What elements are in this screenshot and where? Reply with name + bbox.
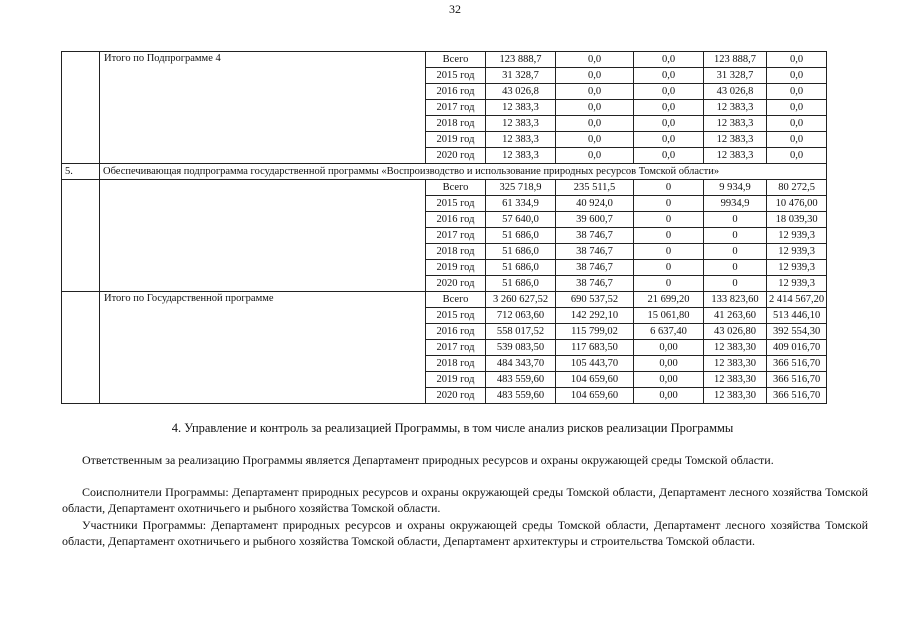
value-cell: 105 443,70: [556, 356, 634, 372]
value-cell: 38 746,7: [556, 244, 634, 260]
period-cell: 2019 год: [426, 260, 486, 276]
value-cell: 9934,9: [704, 196, 767, 212]
value-cell: 513 446,10: [767, 308, 827, 324]
value-cell: 0,0: [634, 132, 704, 148]
value-cell: 0: [634, 244, 704, 260]
value-cell: 0: [704, 212, 767, 228]
value-cell: 12 383,30: [704, 372, 767, 388]
value-cell: 12 383,3: [704, 148, 767, 164]
value-cell: 51 686,0: [486, 228, 556, 244]
value-cell: 0,00: [634, 388, 704, 404]
value-cell: 43 026,8: [704, 84, 767, 100]
value-cell: 12 383,3: [486, 132, 556, 148]
value-cell: 0,0: [634, 84, 704, 100]
value-cell: 539 083,50: [486, 340, 556, 356]
paragraph-text: Соисполнители Программы: Департамент природных ресурсов и охраны окружающей среды Томской области, Департамент лесного хозяйства Томской области, Департамент охотничьего и рыбного хозяйства Томской области.: [62, 485, 868, 515]
row-label-cell: Итого по Государственной программе: [100, 292, 426, 404]
value-cell: 0,0: [634, 100, 704, 116]
value-cell: 235 511,5: [556, 180, 634, 196]
value-cell: 0: [634, 276, 704, 292]
value-cell: 483 559,60: [486, 388, 556, 404]
number-cell: [62, 52, 100, 164]
section-title: Обеспечивающая подпрограмма государственной программы «Воспроизводство и использование природных ресурсов Томской области»: [100, 164, 827, 180]
value-cell: 12 939,3: [767, 228, 827, 244]
value-cell: 409 016,70: [767, 340, 827, 356]
number-cell: [62, 292, 100, 404]
period-cell: Всего: [426, 292, 486, 308]
value-cell: 0,0: [556, 132, 634, 148]
period-cell: 2016 год: [426, 212, 486, 228]
value-cell: 41 263,60: [704, 308, 767, 324]
period-cell: 2020 год: [426, 276, 486, 292]
value-cell: 392 554,30: [767, 324, 827, 340]
period-cell: 2019 год: [426, 132, 486, 148]
value-cell: 123 888,7: [486, 52, 556, 68]
value-cell: 12 383,30: [704, 388, 767, 404]
value-cell: 0: [634, 212, 704, 228]
value-cell: 690 537,52: [556, 292, 634, 308]
value-cell: 0,0: [634, 116, 704, 132]
value-cell: 0,0: [634, 148, 704, 164]
value-cell: 57 640,0: [486, 212, 556, 228]
value-cell: 12 383,3: [704, 100, 767, 116]
table-row: [62, 180, 827, 196]
value-cell: 117 683,50: [556, 340, 634, 356]
period-cell: 2015 год: [426, 308, 486, 324]
value-cell: 12 939,3: [767, 260, 827, 276]
value-cell: 0,0: [556, 148, 634, 164]
value-cell: 0,0: [767, 132, 827, 148]
value-cell: 712 063,60: [486, 308, 556, 324]
period-cell: 2017 год: [426, 100, 486, 116]
value-cell: 21 699,20: [634, 292, 704, 308]
value-cell: 43 026,80: [704, 324, 767, 340]
value-cell: 38 746,7: [556, 276, 634, 292]
value-cell: 12 383,3: [704, 116, 767, 132]
value-cell: 366 516,70: [767, 356, 827, 372]
value-cell: 0: [634, 196, 704, 212]
value-cell: 12 383,3: [486, 100, 556, 116]
value-cell: 0: [704, 244, 767, 260]
value-cell: 12 383,30: [704, 356, 767, 372]
value-cell: 40 924,0: [556, 196, 634, 212]
value-cell: 0,0: [556, 116, 634, 132]
value-cell: 9 934,9: [704, 180, 767, 196]
value-cell: 12 939,3: [767, 244, 827, 260]
value-cell: 38 746,7: [556, 228, 634, 244]
value-cell: 133 823,60: [704, 292, 767, 308]
period-cell: 2016 год: [426, 324, 486, 340]
period-cell: 2019 год: [426, 372, 486, 388]
row-label-cell: [100, 180, 426, 292]
value-cell: 80 272,5: [767, 180, 827, 196]
paragraph-coexecutors: [62, 485, 868, 516]
value-cell: 51 686,0: [486, 276, 556, 292]
value-cell: 366 516,70: [767, 388, 827, 404]
period-cell: 2018 год: [426, 244, 486, 260]
value-cell: 0,00: [634, 356, 704, 372]
period-cell: 2015 год: [426, 196, 486, 212]
paragraph-responsible: [62, 453, 868, 469]
period-cell: 2018 год: [426, 116, 486, 132]
period-cell: 2020 год: [426, 148, 486, 164]
period-cell: 2017 год: [426, 228, 486, 244]
value-cell: 0,0: [556, 52, 634, 68]
value-cell: 366 516,70: [767, 372, 827, 388]
paragraph-participants: [62, 518, 868, 549]
section-heading: 4. Управление и контроль за реализацией Программы, в том числе анализ рисков реализации Программы: [171, 421, 734, 435]
paragraph-text: Ответственным за реализацию Программы является Департамент природных ресурсов и охраны окружающей среды Томской области.: [82, 453, 774, 467]
value-cell: 104 659,60: [556, 388, 634, 404]
section-row: [62, 164, 827, 180]
period-cell: 2016 год: [426, 84, 486, 100]
value-cell: 0,0: [767, 100, 827, 116]
value-cell: 38 746,7: [556, 260, 634, 276]
value-cell: 0,0: [556, 68, 634, 84]
table-row: [62, 52, 827, 68]
value-cell: 0,0: [767, 52, 827, 68]
value-cell: 0: [704, 276, 767, 292]
value-cell: 12 383,3: [486, 148, 556, 164]
period-cell: 2020 год: [426, 388, 486, 404]
value-cell: 15 061,80: [634, 308, 704, 324]
value-cell: 0,00: [634, 372, 704, 388]
value-cell: 0: [634, 228, 704, 244]
number-cell: [62, 180, 100, 292]
value-cell: 0: [634, 180, 704, 196]
value-cell: 0,0: [556, 84, 634, 100]
value-cell: 2 414 567,20: [767, 292, 827, 308]
value-cell: 115 799,02: [556, 324, 634, 340]
value-cell: 39 600,7: [556, 212, 634, 228]
value-cell: 10 476,00: [767, 196, 827, 212]
value-cell: 6 637,40: [634, 324, 704, 340]
value-cell: 0,0: [767, 116, 827, 132]
value-cell: 12 383,3: [704, 132, 767, 148]
value-cell: 325 718,9: [486, 180, 556, 196]
value-cell: 31 328,7: [486, 68, 556, 84]
value-cell: 0,0: [634, 68, 704, 84]
value-cell: 0: [634, 260, 704, 276]
table-row: [62, 292, 827, 308]
value-cell: 12 383,3: [486, 116, 556, 132]
value-cell: 0,0: [767, 148, 827, 164]
period-cell: Всего: [426, 180, 486, 196]
value-cell: 0: [704, 260, 767, 276]
value-cell: 0,0: [767, 68, 827, 84]
value-cell: 558 017,52: [486, 324, 556, 340]
financing-table: [61, 51, 827, 404]
value-cell: 0: [704, 228, 767, 244]
value-cell: 51 686,0: [486, 244, 556, 260]
value-cell: 0,0: [634, 52, 704, 68]
value-cell: 104 659,60: [556, 372, 634, 388]
page-number: 32: [449, 2, 461, 16]
value-cell: 0,00: [634, 340, 704, 356]
period-cell: 2015 год: [426, 68, 486, 84]
period-cell: 2018 год: [426, 356, 486, 372]
value-cell: 123 888,7: [704, 52, 767, 68]
value-cell: 12 939,3: [767, 276, 827, 292]
value-cell: 0,0: [556, 100, 634, 116]
value-cell: 483 559,60: [486, 372, 556, 388]
section-number: 5.: [62, 164, 100, 180]
value-cell: 0,0: [767, 84, 827, 100]
value-cell: 12 383,30: [704, 340, 767, 356]
period-cell: 2017 год: [426, 340, 486, 356]
value-cell: 43 026,8: [486, 84, 556, 100]
value-cell: 31 328,7: [704, 68, 767, 84]
value-cell: 18 039,30: [767, 212, 827, 228]
value-cell: 3 260 627,52: [486, 292, 556, 308]
value-cell: 51 686,0: [486, 260, 556, 276]
value-cell: 142 292,10: [556, 308, 634, 324]
paragraph-text: Участники Программы: Департамент природных ресурсов и охраны окружающей среды Томской области, Департамент лесного хозяйства Томской области, Департамент охотничьего и рыбного хозяйства Томской области, Департамент архитектуры и строительства Томской области.: [62, 518, 868, 548]
period-cell: Всего: [426, 52, 486, 68]
value-cell: 61 334,9: [486, 196, 556, 212]
value-cell: 484 343,70: [486, 356, 556, 372]
row-label-cell: Итого по Подпрограмме 4: [100, 52, 426, 164]
